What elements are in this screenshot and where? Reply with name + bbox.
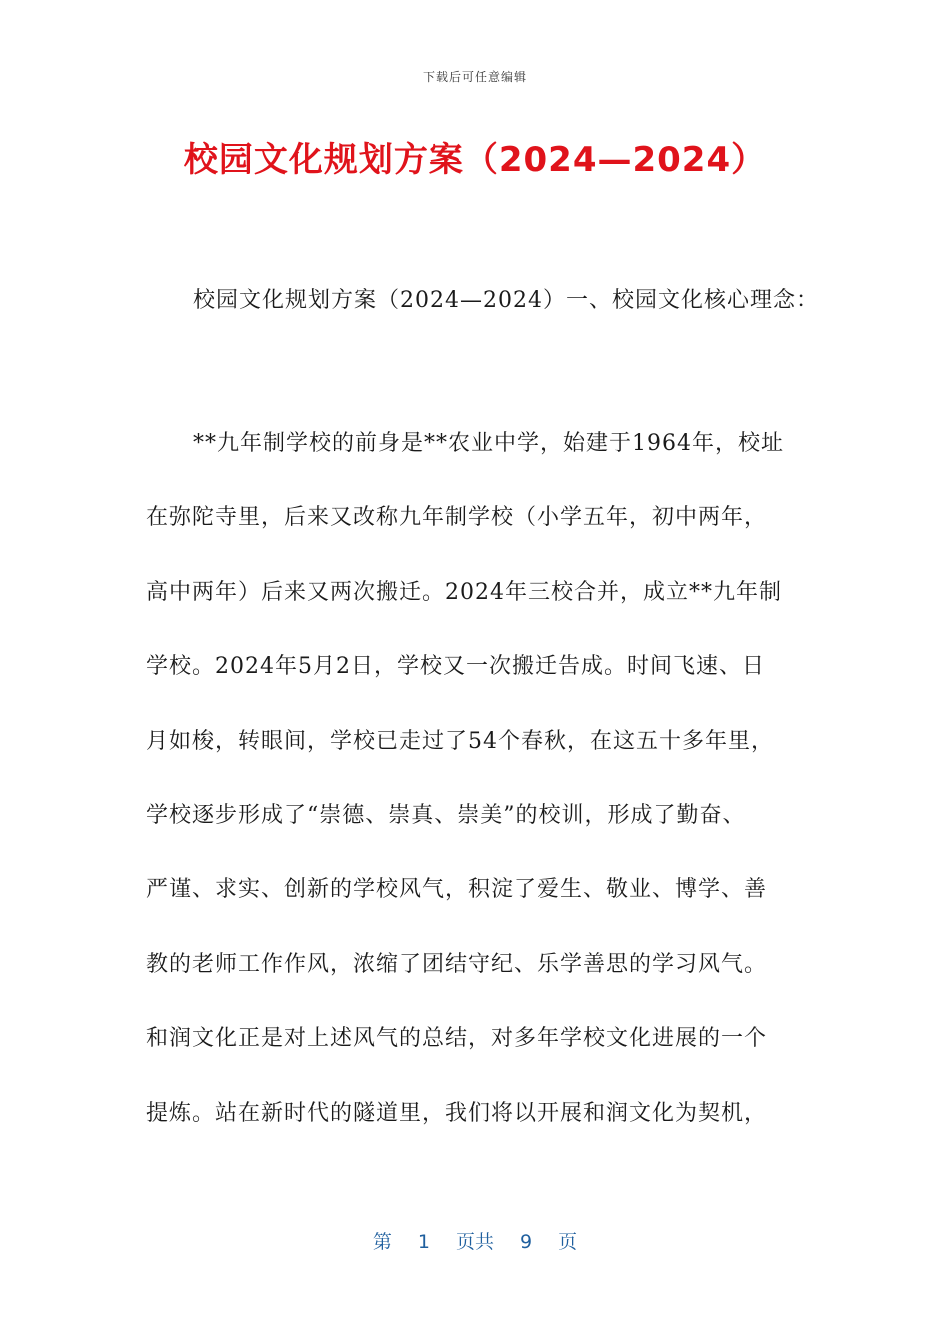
body-line: 严谨、求实、创新的学校风气，积淀了爱生、敬业、博学、善 xyxy=(146,877,768,903)
header-note: 下载后可任意编辑 xyxy=(422,70,527,84)
intro-paragraph: 校园文化规划方案（2024—2024）一、校园文化核心理念： xyxy=(193,288,819,313)
body-line: 学校。2024年5月2日，学校又一次搬迁告成。时间飞速、日 xyxy=(146,654,765,680)
body-line: **九年制学校的前身是**农业中学，始建于1964年，校址 xyxy=(193,431,784,456)
footer-total-pages: 9 xyxy=(520,1231,533,1253)
footer-middle: 页共 xyxy=(455,1231,494,1253)
document-title: 校园文化规划方案（2024—2024） xyxy=(183,140,767,180)
body-line: 和润文化正是对上述风气的总结，对多年学校文化进展的一个 xyxy=(146,1026,768,1052)
body-line: 高中两年）后来又两次搬迁。2024年三校合并，成立**九年制 xyxy=(146,579,782,605)
body-line: 教的老师工作作风，浓缩了团结守纪、乐学善思的学习风气。 xyxy=(146,951,768,977)
footer-page-number: 1 xyxy=(417,1231,430,1253)
body-paragraph xyxy=(146,429,806,1173)
body-line: 提炼。站在新时代的隧道里，我们将以开展和润文化为契机， xyxy=(146,1100,768,1126)
footer-suffix: 页 xyxy=(558,1231,578,1253)
footer-prefix: 第 xyxy=(372,1231,392,1253)
page-footer xyxy=(0,1227,950,1254)
body-line: 学校逐步形成了“崇德、崇真、崇美”的校训，形成了勤奋、 xyxy=(146,802,746,828)
body-line: 月如梭，转眼间，学校已走过了54个春秋，在这五十多年里， xyxy=(146,728,774,754)
body-line: 在弥陀寺里，后来又改称九年制学校（小学五年，初中两年， xyxy=(146,505,768,531)
